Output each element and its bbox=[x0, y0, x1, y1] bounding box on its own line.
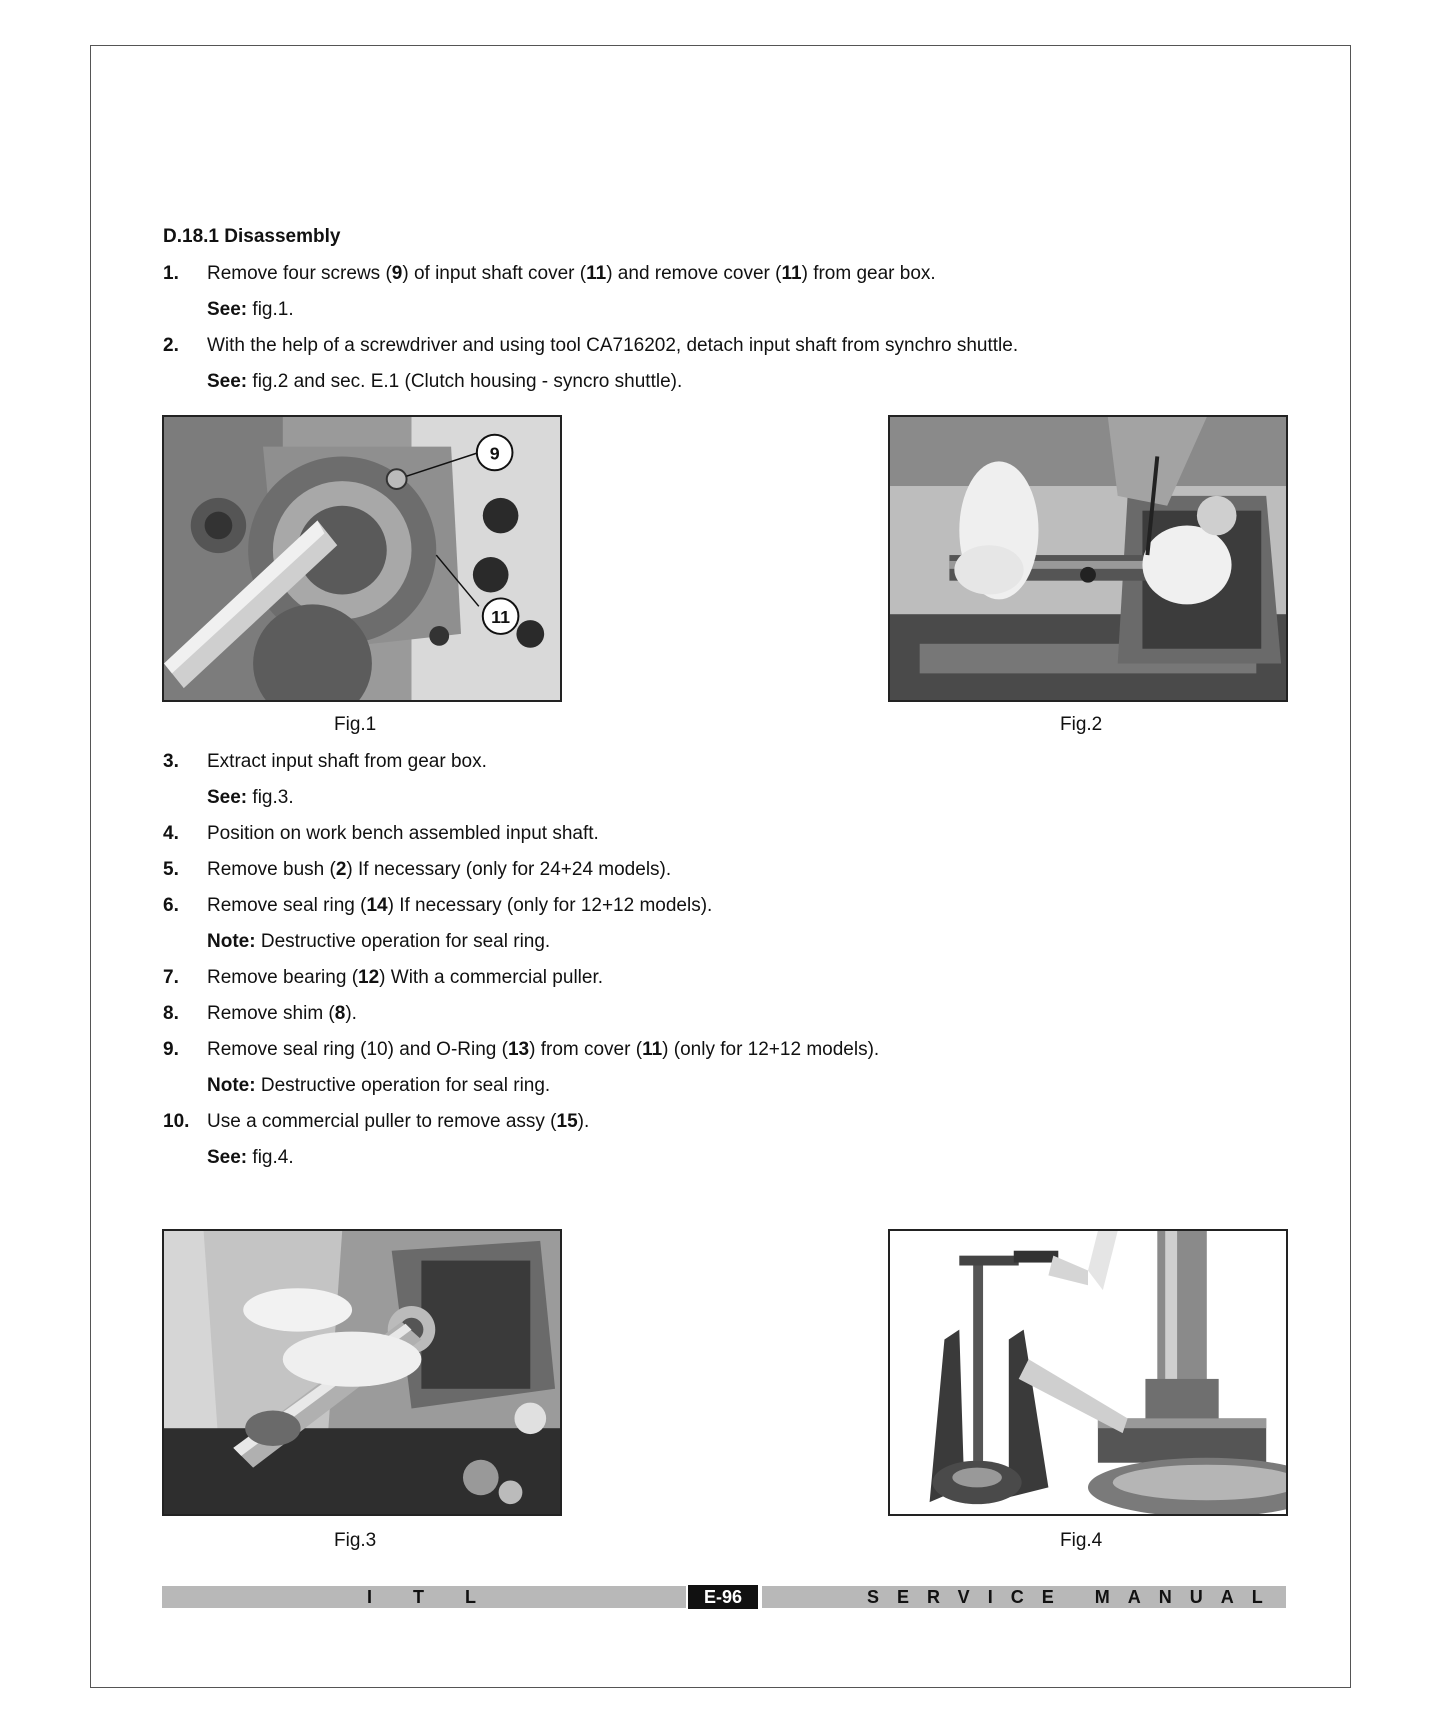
step-1-see: See: fig.1. bbox=[207, 299, 294, 320]
figure-1-photo bbox=[162, 415, 562, 702]
step-1: 1. Remove four screws (9) of input shaft cover (11) and remove cover (11) from gear box. bbox=[163, 263, 936, 284]
page-number-badge: E-96 bbox=[688, 1585, 758, 1609]
figure-3-photo bbox=[162, 1229, 562, 1516]
step-7: 7. Remove bearing (12) With a commercial puller. bbox=[163, 967, 604, 988]
figure-1-caption: Fig.1 bbox=[334, 714, 377, 735]
figure-3-caption: Fig.3 bbox=[334, 1530, 377, 1551]
step-3: 3. Extract input shaft from gear box. bbox=[163, 751, 487, 772]
step-8: 8. Remove shim (8). bbox=[163, 1003, 357, 1024]
step-3-see: See: fig.3. bbox=[207, 787, 294, 808]
step-6: 6. Remove seal ring (14) If necessary (only for 12+12 models). bbox=[163, 895, 713, 916]
step-6-note: Note: Destructive operation for seal ring. bbox=[207, 931, 551, 952]
figure-4-photo bbox=[888, 1229, 1288, 1516]
svg-text:9: 9 bbox=[489, 443, 500, 464]
footer-brand: I T L bbox=[367, 1587, 494, 1607]
callout-9 bbox=[477, 435, 513, 470]
step-5: 5. Remove bush (2) If necessary (only for 24+24 models). bbox=[163, 859, 672, 880]
section-title: D.18.1 Disassembly bbox=[163, 226, 341, 247]
figure-2-caption: Fig.2 bbox=[1060, 714, 1103, 735]
svg-text:11: 11 bbox=[491, 607, 511, 628]
step-9-note: Note: Destructive operation for seal ring. bbox=[207, 1075, 551, 1096]
step-9: 9. Remove seal ring (10) and O-Ring (13) from cover (11) (only for 12+12 models). bbox=[163, 1039, 880, 1060]
step-2-see: See: fig.2 and sec. E.1 (Clutch housing - syncro shuttle). bbox=[207, 371, 683, 392]
step-2: 2. With the help of a screwdriver and using tool CA716202, detach input shaft from synchro shuttle. bbox=[163, 335, 1019, 356]
callout-11 bbox=[483, 598, 519, 633]
step-4: 4. Position on work bench assembled input shaft. bbox=[163, 823, 599, 844]
step-10: 10. Use a commercial puller to remove assy (15). bbox=[163, 1111, 590, 1132]
figure-4-caption: Fig.4 bbox=[1060, 1530, 1103, 1551]
step-10-see: See: fig.4. bbox=[207, 1147, 294, 1168]
figure-2-photo bbox=[888, 415, 1288, 702]
footer-title: SERVICE MANUAL bbox=[867, 1587, 1281, 1607]
